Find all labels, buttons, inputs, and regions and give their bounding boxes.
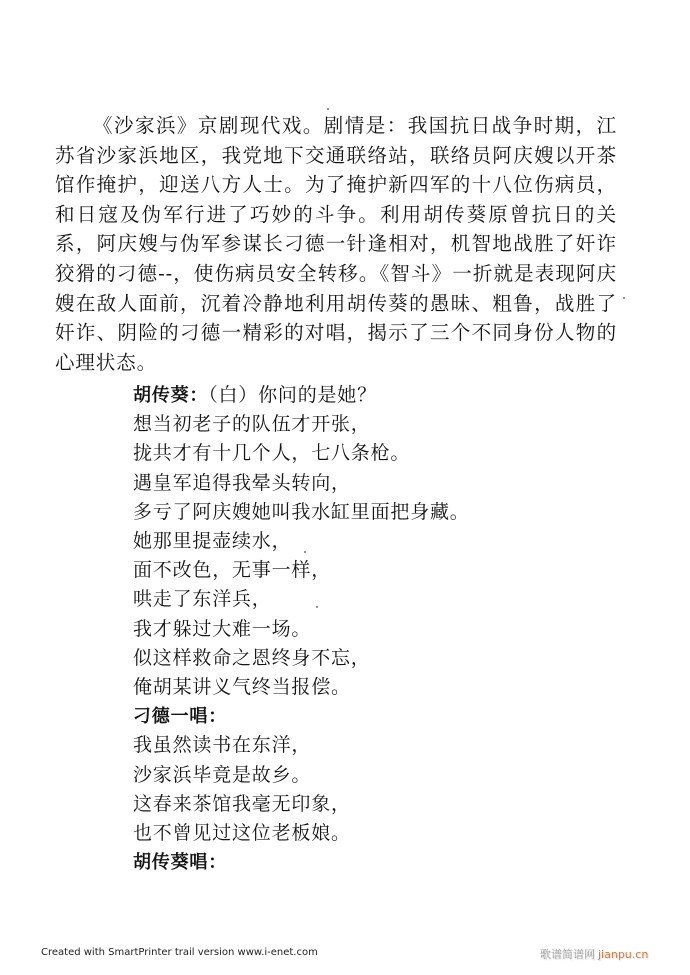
line-text: 拢共才有十几个人，七八条枪。 — [133, 442, 411, 465]
line-text: （白）你问的是她？ — [208, 384, 377, 406]
dialogue-line — [133, 848, 470, 877]
dialogue-line — [133, 644, 470, 673]
speaker-label: 胡传葵： — [133, 385, 209, 406]
dialogue-line — [133, 819, 470, 848]
dialogue-line — [133, 498, 470, 527]
dialogue-line — [133, 556, 470, 585]
dialogue-line — [133, 731, 470, 760]
line-text: 我才躲过大难一场。 — [133, 617, 312, 640]
site-watermark-domain: jianpu.cn — [598, 948, 649, 961]
intro-paragraph: 《沙家浜》京剧现代戏。剧情是：我国抗日战争时期，江苏省沙家浜地区，我党地下交通联络站，联络员阿庆嫂以开茶馆作掩护，迎送八方人士。为了掩护新四军的十八位伤病员，和日寇及伪军行进了巧妙的斗争。利用胡传葵原曾抗日的关系，阿庆嫂与伪军参谋长刁德一针逢相对，机智地战胜了奸诈狡猾的刁德--，使伤病员安全转移。《智斗》一折就是表现阿庆嫂在敌人面前，沉着冷静地利用胡传葵的愚昧、粗鲁，战胜了奸诈、阴险的刁德一精彩的对唱，揭示了三个不同身份人物的心理状态。 — [55, 114, 617, 374]
printer-watermark: Created with SmartPrinter trail version www.i-enet.com — [41, 947, 318, 958]
line-text: 遇皇军追得我晕头转向， — [133, 471, 351, 494]
dialogue-line — [133, 673, 470, 702]
line-text: 面不改色，无事一样， — [133, 559, 332, 582]
dialogue-line — [133, 761, 470, 790]
site-watermark — [540, 946, 648, 962]
dialogue-lines — [133, 381, 470, 877]
dialogue-line — [133, 702, 470, 731]
line-text: 哄走了东洋兵， — [133, 588, 272, 611]
dialogue-line — [133, 410, 470, 439]
dialogue-line — [133, 585, 470, 614]
dialogue-line — [133, 439, 470, 468]
dialogue-line — [133, 527, 470, 556]
dialogue-line — [133, 381, 470, 410]
speaker-label: 刁德一唱： — [133, 706, 227, 728]
line-text: 也不曾见过这位老板娘。 — [133, 822, 351, 845]
line-text: 俺胡某讲义气终当报偿。 — [133, 676, 351, 699]
dialogue-line — [133, 615, 470, 644]
line-text: 她那里提壶续水， — [133, 530, 292, 553]
dialogue-line — [133, 790, 470, 819]
line-text: 沙家浜毕竟是故乡。 — [133, 763, 312, 786]
line-text: 想当初老子的队伍才开张， — [133, 413, 371, 436]
line-text: 这春来茶馆我毫无印象， — [133, 792, 351, 815]
scan-speck — [327, 108, 329, 110]
scan-speck — [316, 606, 318, 608]
scan-speck — [304, 551, 306, 553]
line-text: 我虽然读书在东洋， — [133, 734, 312, 757]
line-text: 多亏了阿庆嫂她叫我水缸里面把身藏。 — [133, 500, 470, 523]
site-watermark-cn: 歌谱简谱网 — [540, 948, 595, 961]
line-text: 似这样救命之恩终身不忘， — [133, 646, 371, 669]
speaker-label: 胡传葵唱： — [133, 852, 227, 874]
scan-speck — [623, 297, 625, 299]
dialogue-line — [133, 469, 470, 498]
